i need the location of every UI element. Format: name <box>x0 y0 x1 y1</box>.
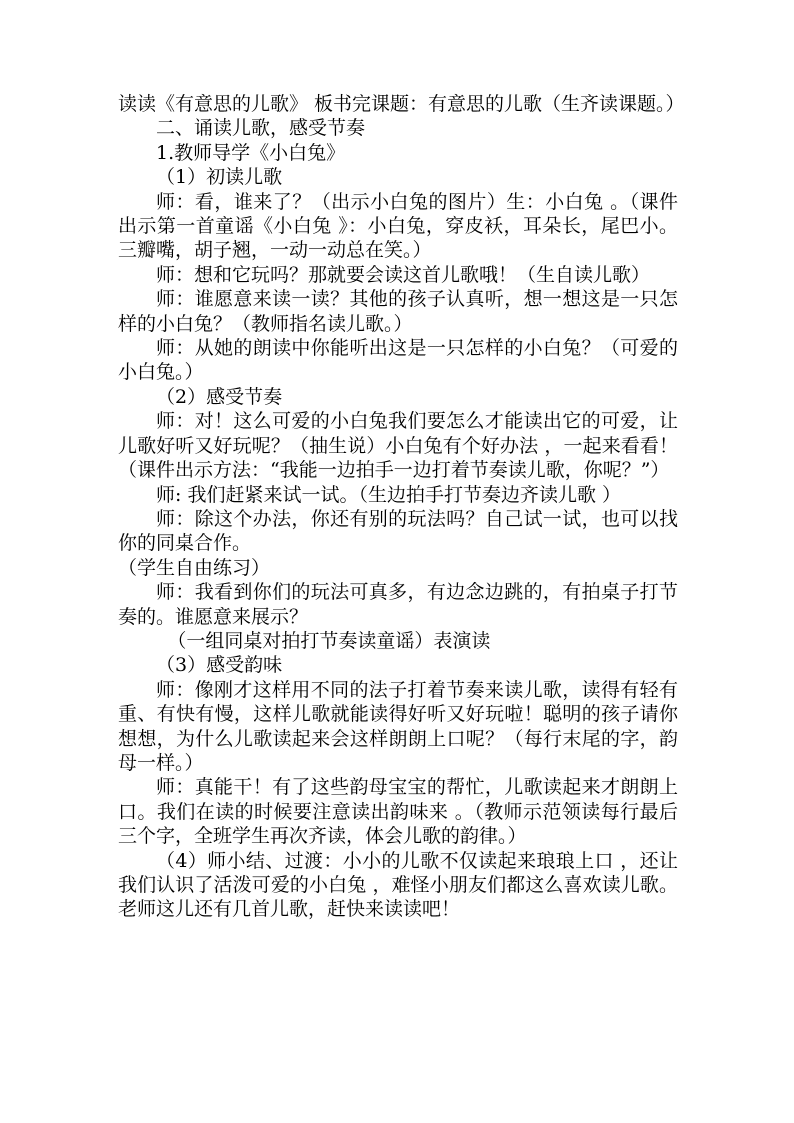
paragraph: 师：谁愿意来读一读？其他的孩子认真听，想一想这是一只怎样的小白兔？（教师指名读儿歌。） <box>118 288 678 335</box>
document-page <box>118 92 685 922</box>
paragraph: 师: 我们赶紧来试一试。（生边拍手打节奏边齐读儿歌 ） <box>156 483 621 506</box>
step-heading: （2）感受节奏 <box>156 385 283 408</box>
paragraph: 师：看，谁来了？（出示小白兔的图片）生：小白兔 。（课件出示第一首童谣《小白兔 》：小白兔，穿皮袄，耳朵长，尾巴小。三瓣嘴，胡子翘，一动一动总在笑。） <box>118 190 678 262</box>
paragraph: （学生自由练习） <box>118 556 271 579</box>
paragraph: 师：从她的朗读中你能听出这是一只怎样的小白兔？（可爱的小白兔。） <box>118 337 678 384</box>
subsection-heading: 1.教师导学《小白兔》 <box>156 141 346 164</box>
paragraph: 师：真能干！有了这些韵母宝宝的帮忙，儿歌读起来才朗朗上口。我们在读的时候要注意读出韵味来 。（教师示范领读每行最后三个字，全班学生再次齐读，体会儿歌的韵律。） <box>118 776 678 848</box>
paragraph: 师：我看到你们的玩法可真多，有边念边跳的，有拍桌子打节奏的。谁愿意来展示？ <box>118 581 678 628</box>
step-heading: （1）初读儿歌 <box>156 166 283 189</box>
paragraph: 师：像刚才这样用不同的法子打着节奏来读儿歌，读得有轻有重、有快有慢，这样儿歌就能读得好听又好玩啦！聪明的孩子请你想想，为什么儿歌读起来会这样朗朗上口呢？（每行末尾的字，韵母一样。） <box>118 678 678 774</box>
paragraph: （4）师小结、过渡：小小的儿歌不仅读起来琅琅上口 ，还让我们认识了活泼可爱的小白兔 ，难怪小朋友们都这么喜欢读儿歌。老师这儿还有几首儿歌，赶快来读读吧！ <box>118 849 678 921</box>
paragraph: 师：想和它玩吗？那就要会读这首儿歌哦！（生自读儿歌） <box>156 263 651 286</box>
paragraph: 师：除这个办法，你还有别的玩法吗？自己试一试，也可以找你的同桌合作。 <box>118 507 678 555</box>
paragraph: （一组同桌对拍打节奏读童谣）表演读 <box>167 629 491 652</box>
paragraph-title-line: 读读《有意思的儿歌》 板书完课题：有意思的儿歌（生齐读课题。） <box>118 93 685 115</box>
section-heading: 二、诵读儿歌，感受节奏 <box>156 117 366 140</box>
step-heading: （3）感受韵味 <box>156 654 283 677</box>
paragraph: 师：对！这么可爱的小白兔我们要怎么才能读出它的可爱，让儿歌好听又好玩呢？（抽生说）小白兔有个好办法 ，一起来看看！（课件出示方法：“我能一边拍手一边打着节奏读儿歌，你呢？”） <box>118 410 678 482</box>
